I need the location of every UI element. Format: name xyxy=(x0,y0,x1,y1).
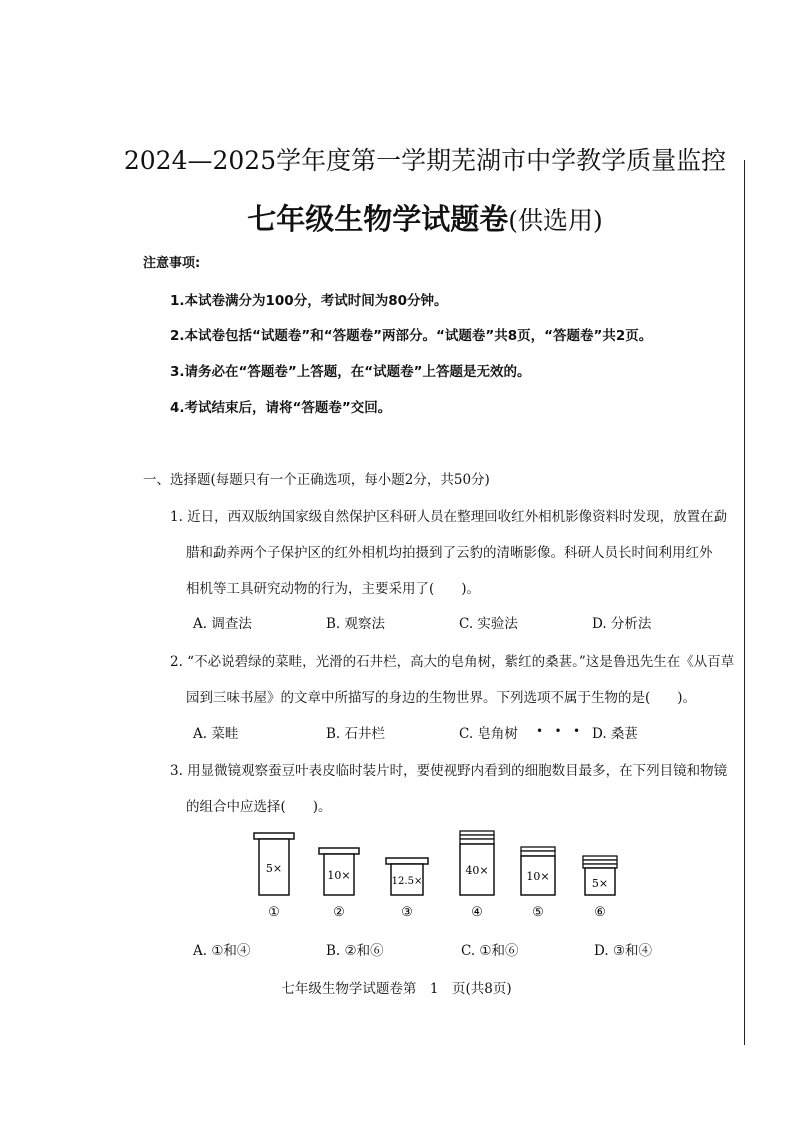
lens-diagram xyxy=(240,826,640,922)
question-3-line-2: 的组合中应选择( )。 xyxy=(186,799,332,815)
lens-6-label: ⑥ xyxy=(594,905,606,920)
emphasis-dots: • • • xyxy=(536,724,581,738)
paper-title-note: (供选用) xyxy=(508,206,603,235)
notice-item: 4.考试结束后，请将“答题卷”交回。 xyxy=(170,400,392,416)
lens-1-label: ① xyxy=(268,905,280,920)
question-3-option-d: D. ③和④ xyxy=(594,943,653,959)
question-2-option-b: B. 石井栏 xyxy=(326,726,386,742)
lens-2 xyxy=(319,848,359,920)
lens-3 xyxy=(386,858,428,920)
question-2-option-c: C. 皂角树 xyxy=(459,726,518,742)
lens-5-magnification: 10× xyxy=(526,870,550,883)
question-1-line-1: 1. 近日，西双版纳国家级自然保护区科研人员在整理回收红外相机影像资料时发现，放置在勐 xyxy=(170,509,728,525)
question-1-option-b: B. 观察法 xyxy=(326,616,386,632)
lens-4-label: ④ xyxy=(471,905,483,920)
question-3-option-a: A. ①和④ xyxy=(193,943,251,959)
page-footer: 七年级生物学试题卷第 1 页(共8页) xyxy=(281,981,512,997)
notice-item: 1.本试卷满分为100分，考试时间为80分钟。 xyxy=(170,293,448,309)
paper-title xyxy=(0,197,793,238)
question-1-option-a: A. 调查法 xyxy=(193,616,252,632)
notice-heading: 注意事项: xyxy=(143,256,201,271)
question-3-line-1: 3. 用显微镜观察蚕豆叶表皮临时装片时，要使视野内看到的细胞数目最多，在下列目镜和物镜 xyxy=(170,763,728,779)
question-2-line-2: 园到三味书屋》的文章中所描写的身边的生物世界。下列选项不属于生物的是( )。 xyxy=(186,690,697,706)
lens-5 xyxy=(521,847,555,920)
question-2-option-d: D. 桑葚 xyxy=(592,726,638,742)
question-2-line-1: 2. “不必说碧绿的菜畦，光滑的石井栏，高大的皂角树，紫红的桑葚。”这是鲁迅先生在《从百草 xyxy=(170,654,735,670)
lens-4-magnification: 40× xyxy=(465,864,489,877)
lens-6 xyxy=(583,856,617,920)
page-margin-rule xyxy=(744,160,745,1045)
question-3-option-b: B. ②和⑥ xyxy=(326,943,384,959)
lens-1-magnification: 5× xyxy=(265,862,283,875)
notice-item: 3.请务必在“答题卷”上答题，在“试题卷”上答题是无效的。 xyxy=(170,364,531,380)
question-1-option-d: D. 分析法 xyxy=(592,616,652,632)
lens-3-label: ③ xyxy=(401,905,413,920)
question-1-option-c: C. 实验法 xyxy=(459,616,518,632)
exam-title: 2024—2025学年度第一学期芜湖市中学教学质量监控 xyxy=(123,146,727,175)
lens-3-magnification: 12.5× xyxy=(391,876,423,887)
lens-4 xyxy=(460,831,494,920)
lens-2-magnification: 10× xyxy=(327,869,351,882)
paper-title-main: 七年级生物学试题卷 xyxy=(247,202,509,236)
lens-6-magnification: 5× xyxy=(591,877,609,890)
question-1-line-3: 相机等工具研究动物的行为，主要采用了( )。 xyxy=(186,581,481,597)
lens-1 xyxy=(254,833,294,920)
question-2-option-a: A. 菜畦 xyxy=(193,726,239,742)
lens-2-label: ② xyxy=(333,905,345,920)
section-title: 一、选择题(每题只有一个正确选项，每小题2分，共50分) xyxy=(143,472,490,488)
notice-item: 2.本试卷包括“试题卷”和“答题卷”两部分。“试题卷”共8页，“答题卷”共2页。 xyxy=(170,328,653,344)
question-1-line-2: 腊和勐养两个子保护区的红外相机均拍摄到了云豹的清晰影像。科研人员长时间利用红外 xyxy=(186,545,713,561)
lens-5-label: ⑤ xyxy=(532,905,544,920)
question-3-option-c: C. ①和⑥ xyxy=(461,943,519,959)
